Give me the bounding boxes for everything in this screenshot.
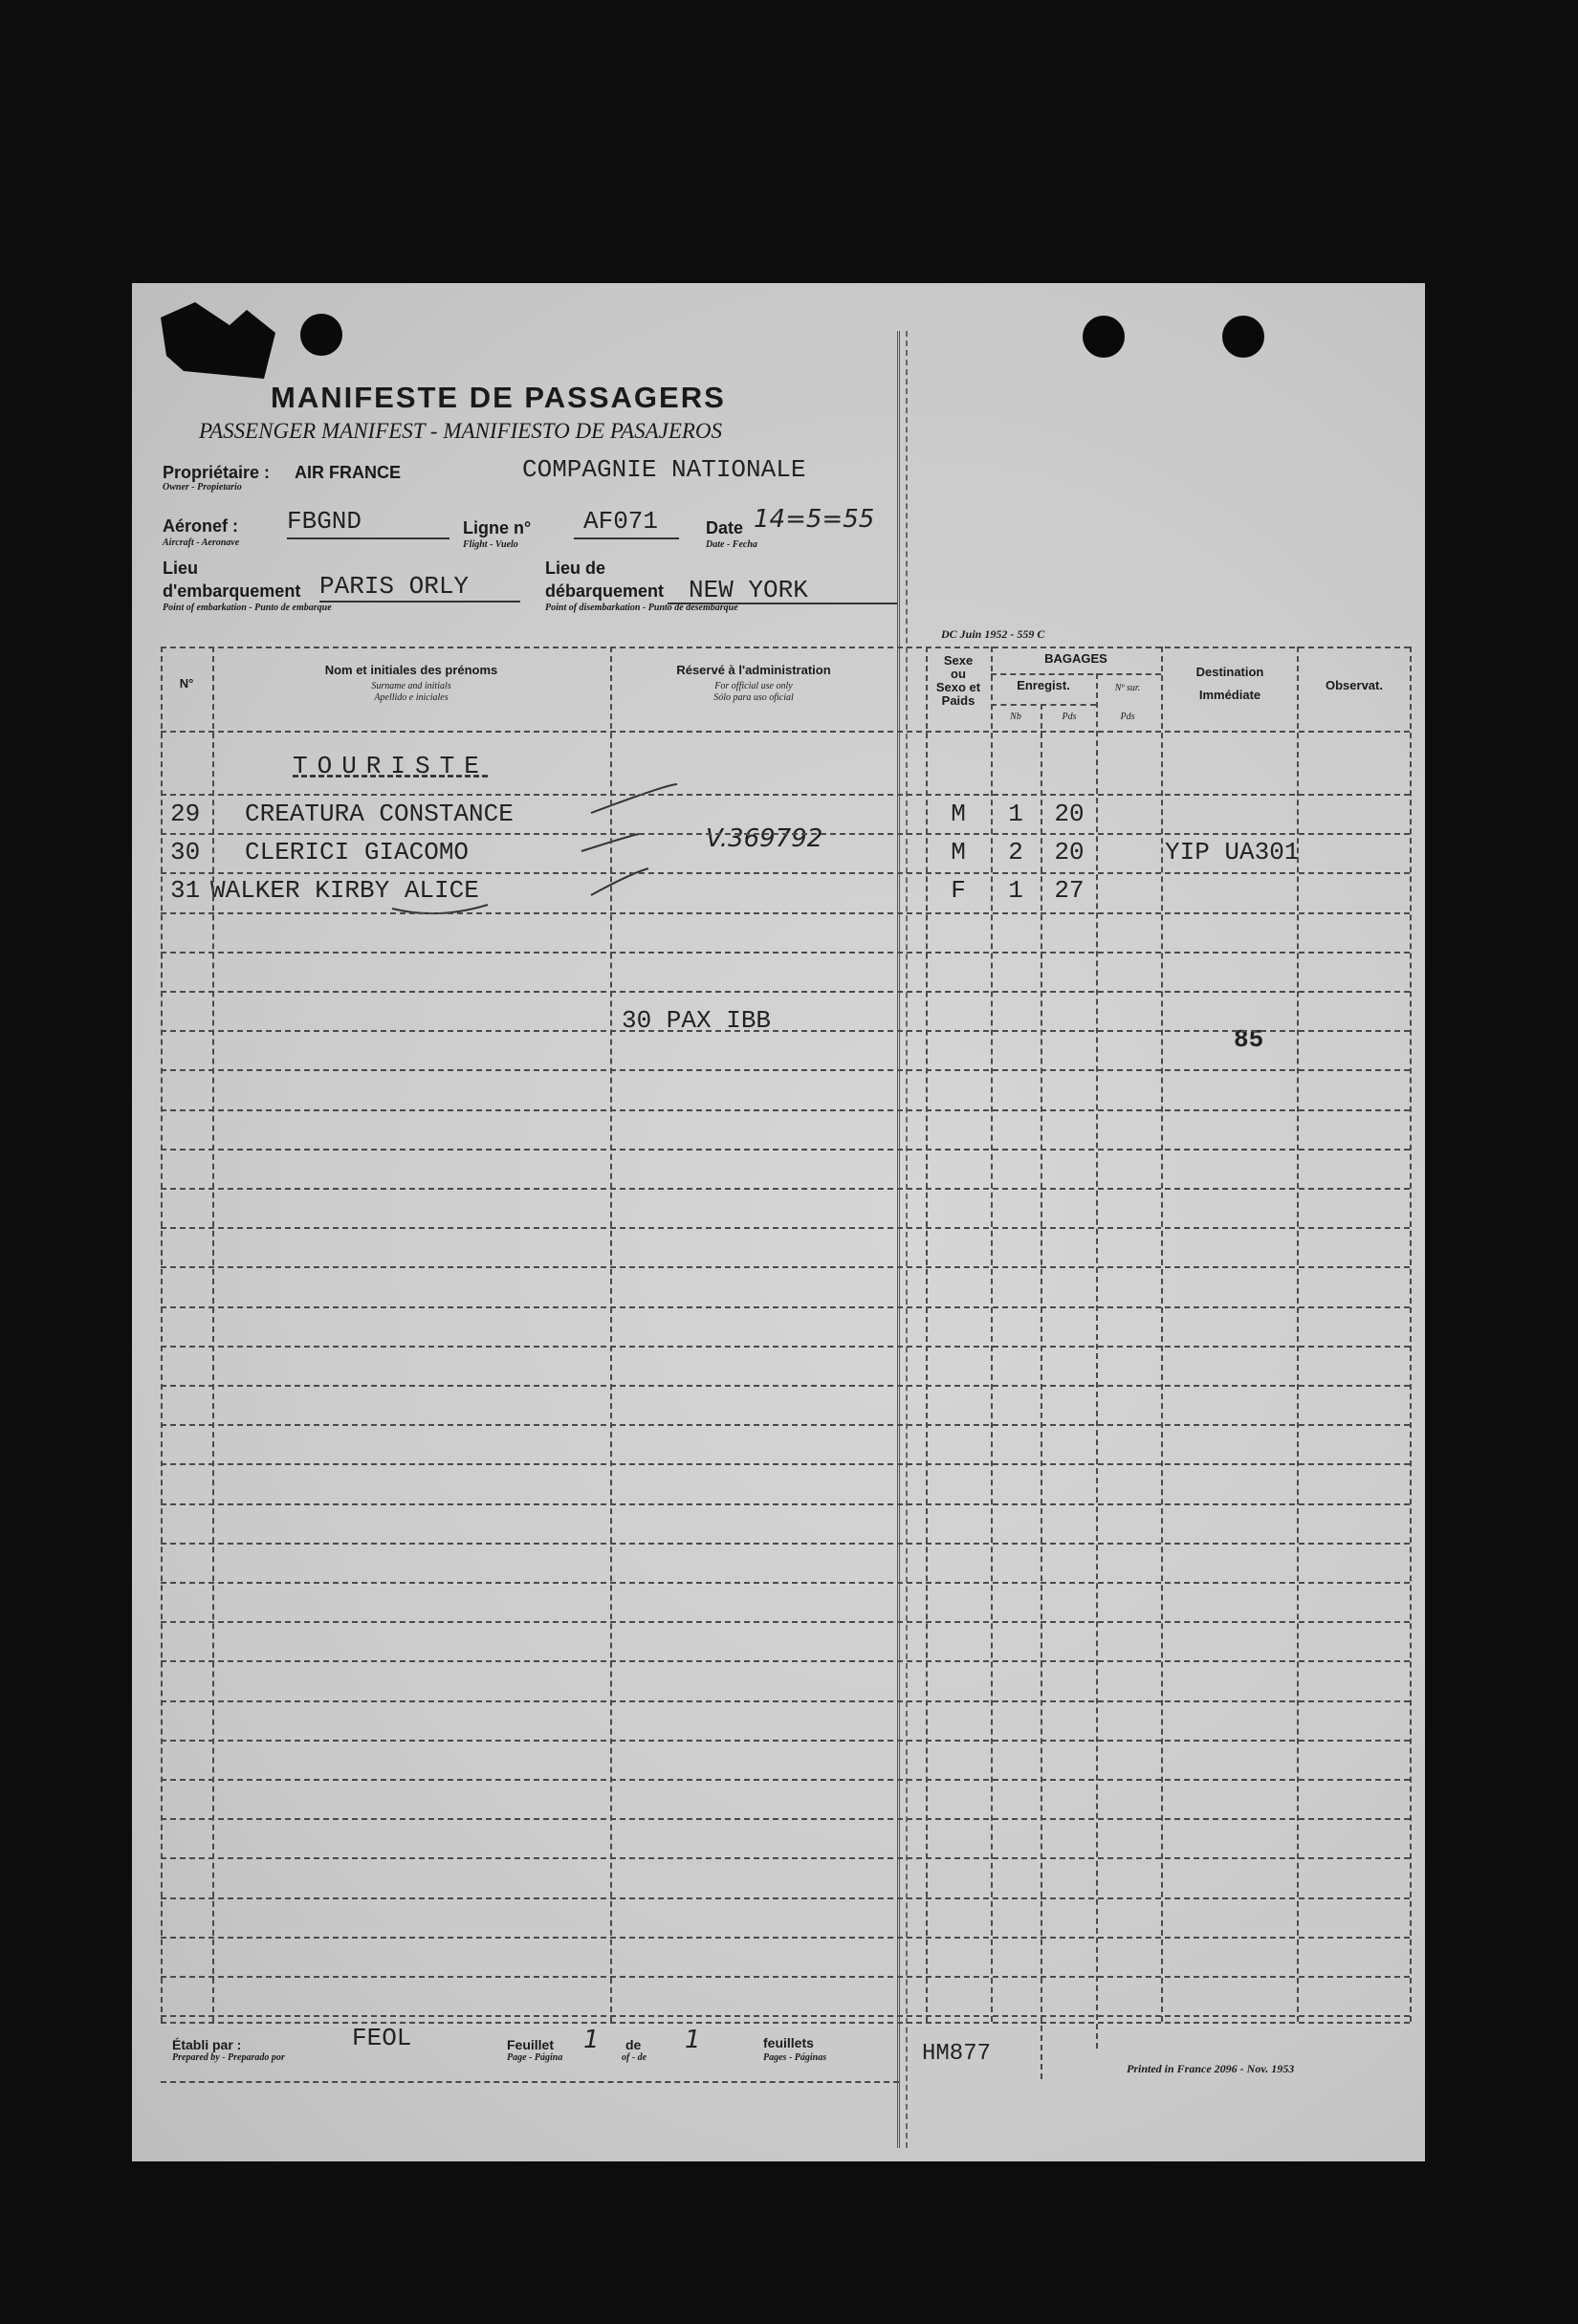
owner-typed: COMPAGNIE NATIONALE xyxy=(522,455,806,484)
passenger-31-pds: 27 xyxy=(1054,876,1085,905)
passenger-30-sex: M xyxy=(951,838,966,866)
table-rule xyxy=(161,833,1410,835)
sheet-label: Feuillet xyxy=(507,2037,555,2052)
table-rule xyxy=(161,1188,1410,1190)
table-rule xyxy=(161,872,1410,874)
note-count: 85 xyxy=(1234,1025,1264,1054)
printer-note: Printed in France 2096 - Nov. 1953 xyxy=(1127,2062,1295,2075)
sheet-value: 1 xyxy=(583,2026,600,2054)
disembark-label-2: débarquement xyxy=(545,581,665,601)
class-heading: TOURISTE xyxy=(293,752,489,780)
col-bagages: BAGAGES xyxy=(1044,651,1107,666)
passenger-31-name: WALKER KIRBY ALICE xyxy=(210,876,479,905)
form-code: DC Juin 1952 - 559 C xyxy=(941,627,1045,641)
disembark-value: NEW YORK xyxy=(689,576,808,604)
owner-label: Propriétaire : xyxy=(163,463,271,482)
col-destination-2: Immédiate xyxy=(1198,688,1261,702)
sheets-sublabel: Pages - Páginas xyxy=(763,2052,827,2063)
disembark-label-1: Lieu de xyxy=(545,559,606,578)
table-rule xyxy=(161,1227,1410,1229)
table-rule xyxy=(161,1857,1410,1859)
hm-code: HM877 xyxy=(922,2041,992,2067)
manifest-title: MANIFESTE DE PASSAGERS xyxy=(271,381,726,414)
table-column-line xyxy=(161,647,163,2022)
prepared-value: FEOL xyxy=(352,2024,412,2052)
passenger-31-nb: 1 xyxy=(1008,876,1023,905)
col-name-sub-1: Surname and initials xyxy=(371,681,451,691)
table-rule xyxy=(161,1621,1410,1623)
aircraft-sublabel: Aircraft - Aeronave xyxy=(163,537,240,548)
table-rule xyxy=(161,2015,1410,2017)
table-column-line xyxy=(1041,704,1042,2079)
passenger-30-no: 30 xyxy=(170,838,201,866)
table-rule xyxy=(161,1740,1410,1742)
prepared-sublabel: Prepared by - Preparado por xyxy=(172,2052,285,2063)
table-rule xyxy=(161,2081,899,2083)
passenger-29-name: CREATURA CONSTANCE xyxy=(245,800,514,828)
disembark-sublabel: Point of disembarkation - Punto de desembarque xyxy=(545,603,738,613)
col-no-header: N° xyxy=(179,676,194,691)
embark-sublabel: Point of embarkation - Punto de embarque xyxy=(163,603,332,613)
passenger-29-pds: 20 xyxy=(1054,800,1085,828)
col-reserve-sub-1: For official use only xyxy=(714,681,793,691)
passenger-31-sex: F xyxy=(951,876,966,905)
manifest-sheet xyxy=(132,283,1425,2161)
table-rule xyxy=(161,794,1410,796)
table-rule xyxy=(161,1818,1410,1820)
note-pax: 30 PAX IBB xyxy=(622,1006,772,1035)
table-rule xyxy=(161,1266,1410,1268)
handwritten-ticks xyxy=(132,283,1425,2161)
passenger-29-no: 29 xyxy=(170,800,201,828)
col-reserve-header: Réservé à l'administration xyxy=(676,663,831,677)
table-rule xyxy=(161,1660,1410,1662)
table-rule xyxy=(161,1069,1410,1071)
col-sex-1: Sexe xyxy=(943,653,974,668)
owner-sublabel: Owner - Propietario xyxy=(163,482,242,493)
table-column-line xyxy=(212,647,214,2022)
embark-label-2: d'embarquement xyxy=(163,581,301,601)
table-column-line xyxy=(1161,647,1163,2022)
flight-sublabel: Flight - Vuelo xyxy=(463,539,518,550)
date-label: Date xyxy=(706,518,744,537)
passenger-31-no: 31 xyxy=(170,876,201,905)
passenger-30-name: CLERICI GIACOMO xyxy=(245,838,470,866)
passenger-30-destination: YIP UA301 xyxy=(1165,838,1300,866)
col-pds2: Pds xyxy=(1120,712,1135,722)
table-rule xyxy=(161,1385,1410,1387)
passenger-29-sex: M xyxy=(951,800,966,828)
of-label: de xyxy=(625,2037,642,2052)
table-rule xyxy=(161,2022,1410,2024)
table-rule xyxy=(161,1149,1410,1151)
table-rule xyxy=(161,1543,1410,1545)
table-rule xyxy=(161,912,1410,914)
table-rule xyxy=(161,1109,1410,1111)
aircraft-label: Aéronef : xyxy=(163,516,239,536)
table-rule xyxy=(161,1346,1410,1348)
passenger-30-reserve: V.369792 xyxy=(706,824,823,853)
owner-printed: AIR FRANCE xyxy=(295,463,401,482)
col-enregist: Enregist. xyxy=(1017,678,1070,692)
flight-label: Ligne n° xyxy=(463,518,532,537)
col-name-header: Nom et initiales des prénoms xyxy=(324,663,498,677)
table-rule xyxy=(161,1937,1410,1939)
of-value: 1 xyxy=(685,2026,701,2054)
flight-value: AF071 xyxy=(583,507,659,536)
date-sublabel: Date - Fecha xyxy=(706,539,757,550)
sheet-sublabel: Page - Página xyxy=(507,2052,563,2063)
col-nb: Nb xyxy=(1010,712,1021,722)
table-rule xyxy=(161,1463,1410,1465)
col-observ: Observat. xyxy=(1326,678,1383,692)
col-sex-4: Paids xyxy=(941,693,975,708)
table-rule xyxy=(161,1030,1410,1032)
sheets-label: feuillets xyxy=(763,2035,814,2050)
table-rule xyxy=(161,991,1410,993)
manifest-subtitle: PASSENGER MANIFEST - MANIFIESTO DE PASAJEROS xyxy=(199,419,723,443)
table-column-line xyxy=(610,647,612,2022)
table-rule xyxy=(161,1897,1410,1899)
table-rule xyxy=(161,1424,1410,1426)
of-sublabel: of - de xyxy=(622,2052,647,2063)
table-column-line xyxy=(1410,647,1412,2022)
col-name-sub-2: Apellido e iniciales xyxy=(374,692,449,703)
table-rule xyxy=(161,952,1410,954)
table-rule xyxy=(161,1306,1410,1308)
prepared-label: Établi par : xyxy=(172,2037,242,2052)
table-rule xyxy=(161,1976,1410,1978)
col-sex-3: Sexo et xyxy=(935,680,981,694)
table-rule xyxy=(161,1503,1410,1505)
table-rule xyxy=(161,1582,1410,1584)
passenger-29-nb: 1 xyxy=(1008,800,1023,828)
table-column-line xyxy=(1297,647,1299,2022)
table-rule xyxy=(991,704,1096,706)
embark-value: PARIS ORLY xyxy=(319,572,470,601)
table-column-line xyxy=(991,647,993,2022)
col-reserve-sub-2: Sólo para uso oficial xyxy=(713,692,794,703)
col-pds: Pds xyxy=(1062,712,1077,722)
table-rule xyxy=(161,647,1410,648)
embark-label-1: Lieu xyxy=(163,559,199,578)
passenger-30-nb: 2 xyxy=(1008,838,1023,866)
passenger-30-pds: 20 xyxy=(1054,838,1085,866)
aircraft-value: FBGND xyxy=(287,507,362,536)
col-nsur: Nº sur. xyxy=(1114,683,1141,693)
date-value: 14=5=55 xyxy=(754,505,875,534)
table-rule xyxy=(991,673,1161,675)
table-column-line xyxy=(1096,673,1098,2049)
col-sex-2: ou xyxy=(951,667,966,681)
col-destination-1: Destination xyxy=(1195,665,1264,679)
table-rule xyxy=(161,1700,1410,1702)
table-rule xyxy=(161,1779,1410,1781)
table-column-line xyxy=(926,647,928,2022)
table-rule xyxy=(161,731,1410,733)
